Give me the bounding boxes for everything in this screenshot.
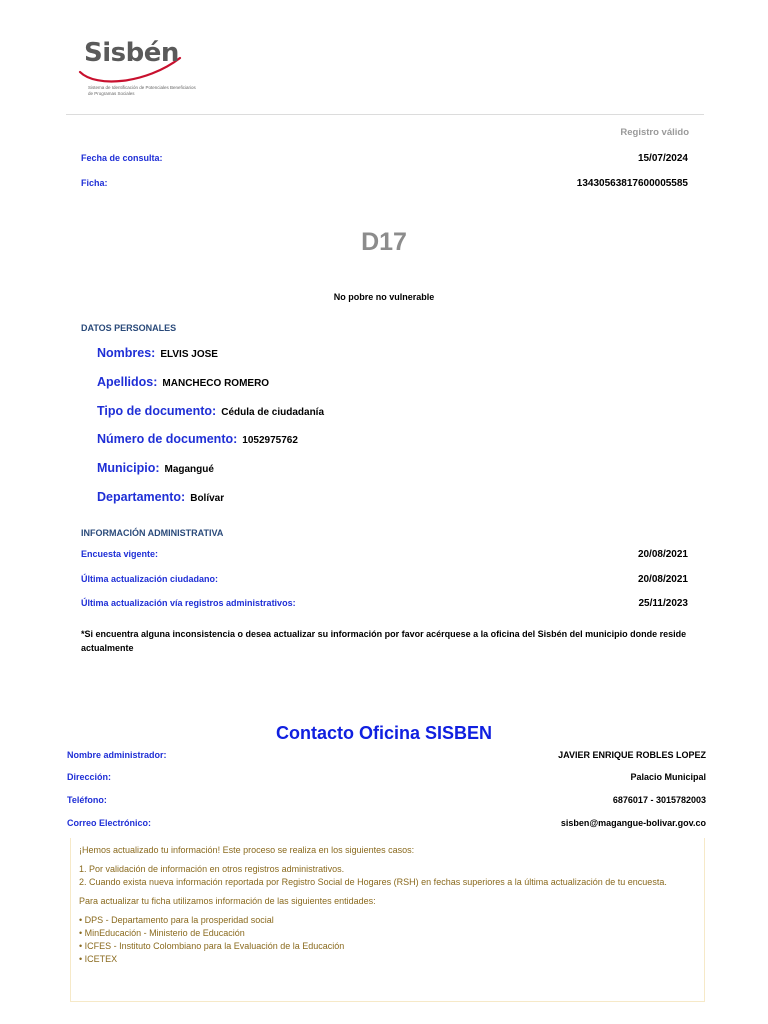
admin-value: 20/08/2021 [637,549,688,560]
grupo-code: D17 [361,228,407,256]
field-value: Cédula de ciudadanía [221,407,325,418]
info-entity: • DPS - Departamento para la prosperidad social [79,915,274,925]
admin-value: 25/11/2023 [638,598,688,609]
field-label: Municipio: [97,461,160,475]
admin-value: 20/08/2021 [637,574,688,585]
contact-label: Dirección: [67,772,112,782]
field-nombres [97,346,218,360]
info-entities-intro: Para actualizar tu ficha utilizamos información de las siguientes entidades: [79,896,376,906]
ficha-label: Ficha: [81,178,108,188]
ficha-row [81,178,688,189]
field-value: Magangué [164,464,214,475]
contact-label: Teléfono: [67,795,107,805]
actualizacion-registros-row [81,598,688,609]
encuesta-vigente-row [81,549,688,560]
field-label: Apellidos: [97,375,158,389]
info-case: 1. Por validación de información en otros registros administrativos. [79,864,345,874]
admin-label: Última actualización vía registros administrativos: [81,598,296,608]
field-departamento [97,490,224,504]
contact-value: 6876017 - 3015782003 [612,795,706,805]
field-apellidos [97,375,269,389]
contact-value: JAVIER ENRIQUE ROBLES LOPEZ [558,750,706,760]
logo-tagline: Sistema de Identificación de Potenciales Beneficiarios de Programas Sociales [88,85,196,96]
sisben-logo [76,38,196,100]
ficha-value: 13430563817600005585 [576,178,688,189]
logo-wordmark: Sisbén [84,38,179,68]
header-divider [66,114,704,115]
admin-label: Encuesta vigente: [81,549,159,559]
contact-label: Nombre administrador: [67,750,167,760]
fecha-consulta-label: Fecha de consulta: [81,153,163,163]
info-entity: • ICETEX [79,954,118,964]
actualizacion-ciudadano-row [81,574,688,585]
info-intro: ¡Hemos actualizado tu información! Este proceso se realiza en los siguientes casos: [79,845,415,855]
contact-value: Palacio Municipal [630,772,706,782]
info-entity: • ICFES - Instituto Colombiano para la Evaluación de la Educación [79,941,345,951]
datos-personales-title: DATOS PERSONALES [81,323,177,333]
contact-value: sisben@magangue-bolivar.gov.co [560,818,706,828]
field-tipo-documento [97,404,324,418]
admin-label: Última actualización ciudadano: [81,574,219,584]
field-value: MANCHECO ROMERO [162,378,270,389]
contact-label: Correo Electrónico: [67,818,152,828]
inconsistencia-note: *Si encuentra alguna inconsistencia o desea actualizar su información por favor acérquese a la oficina del Sisbén del municipio donde reside actualmente [81,629,687,653]
fecha-consulta-value: 15/07/2024 [637,153,688,164]
field-numero-documento [97,432,298,446]
field-value: 1052975762 [242,435,298,446]
actualizacion-info-box [70,838,705,1002]
contact-row-direccion [67,772,706,782]
field-value: ELVIS JOSE [160,349,218,360]
contacto-title: Contacto Oficina SISBEN [275,723,493,743]
field-label: Departamento: [97,490,186,504]
fecha-consulta-row [81,153,688,164]
contact-row-administrador [67,750,706,760]
field-value: Bolívar [190,493,225,504]
field-label: Tipo de documento: [97,404,217,418]
field-label: Nombres: [97,346,156,360]
grupo-description: No pobre no vulnerable [333,292,435,302]
field-municipio [97,461,214,475]
field-label: Número de documento: [97,432,238,446]
info-entity: • MinEducación - Ministerio de Educación [79,928,245,938]
contact-row-correo [67,818,706,828]
info-administrativa-title: INFORMACIÓN ADMINISTRATIVA [81,528,224,538]
info-case: 2. Cuando exista nueva información reportada por Registro Social de Hogares (RSH) en fechas superiores a la última actualización de tu encuesta. [79,877,667,887]
registro-status: Registro válido [620,127,689,138]
contact-row-telefono [67,795,706,805]
